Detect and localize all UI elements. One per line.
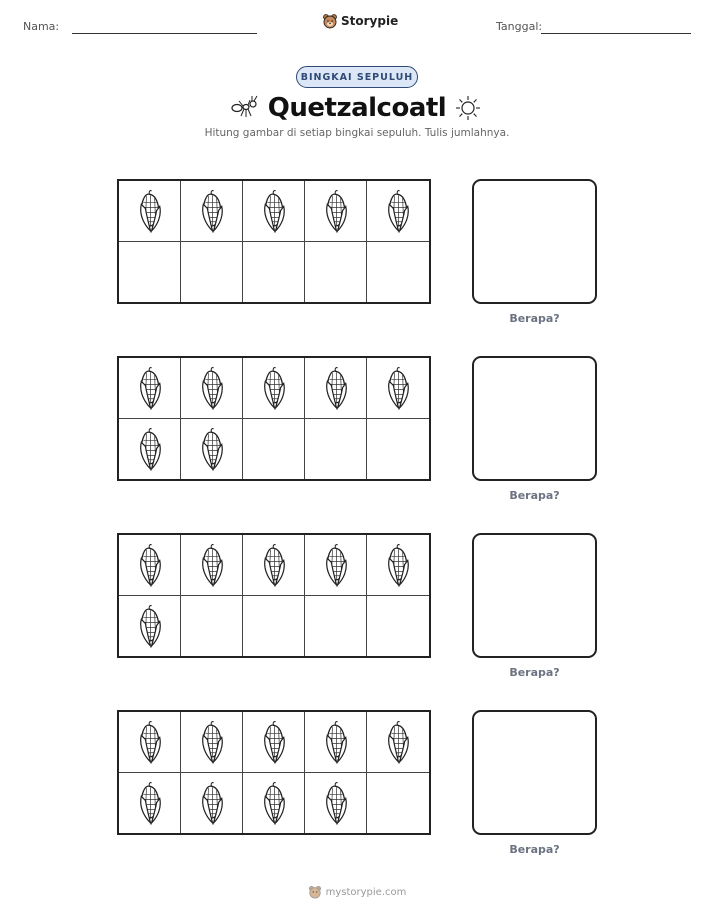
ten-frame-cell — [119, 358, 181, 419]
answer-label: Berapa? — [509, 312, 560, 325]
corn-icon — [137, 604, 163, 648]
ten-frame-cell — [305, 596, 367, 657]
corn-icon — [137, 427, 163, 471]
answer-label: Berapa? — [509, 843, 560, 856]
ten-frame-cell — [243, 358, 305, 419]
sun-icon — [455, 95, 481, 121]
ten-frame — [117, 710, 431, 835]
ten-frame-cell — [119, 712, 181, 773]
ten-frame-cell — [181, 596, 243, 657]
ten-frame-cell — [243, 773, 305, 834]
ten-frame — [117, 356, 431, 481]
corn-icon — [137, 781, 163, 825]
worksheet-header — [0, 0, 714, 50]
ten-frame-cell — [119, 535, 181, 596]
bear-icon — [322, 13, 338, 29]
answer-label: Berapa? — [509, 666, 560, 679]
corn-icon — [323, 543, 349, 587]
ten-frame-cell — [305, 181, 367, 242]
ten-frame-cell — [367, 773, 429, 834]
ten-frame-cell — [367, 181, 429, 242]
ten-frame-cell — [305, 712, 367, 773]
corn-icon — [137, 366, 163, 410]
corn-icon — [323, 781, 349, 825]
corn-icon — [261, 189, 287, 233]
ten-frame-cell — [243, 596, 305, 657]
ten-frame-cell — [119, 419, 181, 480]
ten-frame-cell — [181, 419, 243, 480]
ten-frame-cell — [367, 242, 429, 303]
brand-name: Storypie — [341, 14, 399, 28]
brand-logo — [322, 13, 398, 29]
corn-icon — [199, 543, 225, 587]
footer-url[interactable]: mystorypie.com — [325, 886, 407, 898]
corn-icon — [385, 720, 411, 764]
ten-frame-cell — [305, 419, 367, 480]
corn-icon — [137, 189, 163, 233]
ten-frame-cell — [181, 181, 243, 242]
ant-icon — [230, 95, 262, 119]
corn-icon — [385, 366, 411, 410]
bear-icon — [308, 885, 322, 899]
date-line[interactable] — [541, 33, 691, 34]
corn-icon — [385, 189, 411, 233]
name-line[interactable] — [72, 33, 257, 34]
ten-frame-cell — [181, 773, 243, 834]
ten-frame-cell — [367, 712, 429, 773]
ten-frame-cell — [367, 596, 429, 657]
corn-icon — [323, 366, 349, 410]
footer — [0, 885, 714, 899]
corn-icon — [199, 781, 225, 825]
corn-icon — [261, 543, 287, 587]
ten-frame-cell — [119, 181, 181, 242]
corn-icon — [199, 720, 225, 764]
answer-box[interactable] — [472, 533, 597, 658]
ten-frame-cell — [305, 773, 367, 834]
corn-icon — [323, 189, 349, 233]
instructions: Hitung gambar di setiap bingkai sepuluh. Tulis jumlahnya. — [204, 127, 510, 139]
corn-icon — [137, 720, 163, 764]
name-label: Nama: — [23, 20, 60, 33]
ten-frame-cell — [367, 358, 429, 419]
ten-frame-cell — [181, 242, 243, 303]
corn-icon — [261, 366, 287, 410]
ten-frame-cell — [119, 596, 181, 657]
answer-box[interactable] — [472, 356, 597, 481]
corn-icon — [137, 543, 163, 587]
ten-frame — [117, 533, 431, 658]
corn-icon — [323, 720, 349, 764]
ten-frame-cell — [243, 242, 305, 303]
answer-box[interactable] — [472, 179, 597, 304]
ten-frame-cell — [181, 358, 243, 419]
ten-frame-cell — [181, 535, 243, 596]
ten-frame-cell — [243, 712, 305, 773]
ten-frame-cell — [305, 535, 367, 596]
ten-frame-cell — [243, 181, 305, 242]
answer-box[interactable] — [472, 710, 597, 835]
ten-frame-cell — [243, 535, 305, 596]
corn-icon — [199, 366, 225, 410]
corn-icon — [385, 543, 411, 587]
ten-frame — [117, 179, 431, 304]
worksheet-type-badge: BINGKAI SEPULUH — [296, 66, 418, 88]
corn-icon — [261, 781, 287, 825]
date-label: Tanggal: — [496, 20, 543, 33]
ten-frame-cell — [119, 773, 181, 834]
ten-frame-cell — [367, 535, 429, 596]
ten-frame-cell — [119, 242, 181, 303]
corn-icon — [199, 427, 225, 471]
answer-label: Berapa? — [509, 489, 560, 502]
ten-frame-cell — [367, 419, 429, 480]
corn-icon — [199, 189, 225, 233]
ten-frame-cell — [305, 242, 367, 303]
ten-frame-cell — [243, 419, 305, 480]
corn-icon — [261, 720, 287, 764]
ten-frame-cell — [305, 358, 367, 419]
worksheet-title: Quetzalcoatl — [267, 93, 447, 123]
ten-frame-cell — [181, 712, 243, 773]
